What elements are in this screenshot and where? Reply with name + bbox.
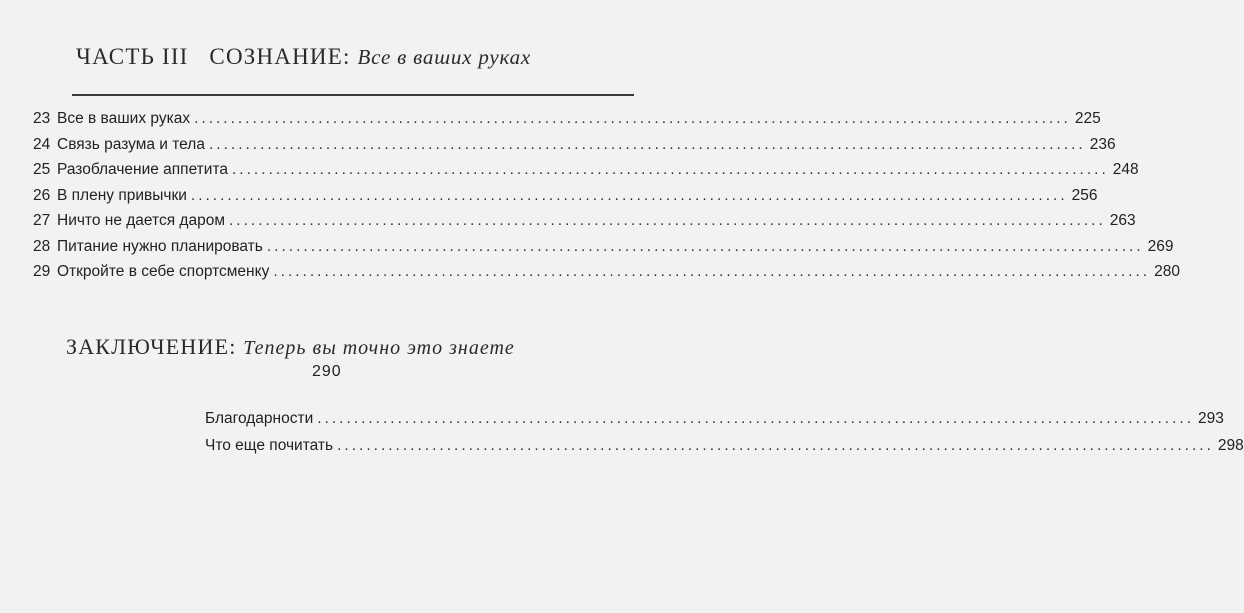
dot-leader: ........................................................................................................................ (317, 410, 1195, 427)
page-number: 263 (1109, 212, 1136, 229)
conclusion-subtitle: Теперь вы точно это знаете (243, 337, 515, 359)
toc-entry (205, 437, 1244, 464)
dot-leader: ........................................................................................................................ (337, 437, 1214, 454)
page-number: 256 (1071, 186, 1098, 204)
dot-leader: ........................................................................................................................ (190, 186, 1068, 204)
chapter-number: 27 (33, 212, 51, 229)
page-number: 280 (1154, 263, 1180, 280)
entry-title: Ничто не дается даром (57, 212, 225, 229)
toc-entry (205, 410, 1224, 437)
page-number: 298 (1217, 437, 1244, 454)
entry-title: Питание нужно планировать (57, 237, 263, 255)
chapter-number: 26 (33, 186, 51, 204)
part-name: СОЗНАНИЕ: (209, 44, 351, 69)
part-subtitle: Все в ваших руках (357, 45, 531, 69)
chapter-number: 24 (33, 135, 51, 153)
entry-title: В плену привычки (57, 186, 187, 204)
chapter-number: 29 (33, 263, 51, 280)
conclusion-page-number: 290 (312, 363, 342, 380)
toc-entry (33, 212, 1136, 238)
back-matter-list (205, 410, 1244, 464)
entry-title: Разоблачение аппетита (57, 161, 228, 178)
page-number: 236 (1089, 135, 1116, 153)
chapter-number: 25 (33, 161, 51, 178)
chapter-number: 23 (33, 110, 51, 127)
page-number: 293 (1198, 410, 1224, 427)
page-number: 269 (1147, 237, 1174, 255)
part-heading (76, 44, 636, 70)
chapter-list (33, 110, 1180, 289)
page-number: 248 (1112, 161, 1139, 178)
toc-entry (33, 186, 1098, 213)
entry-title: Все в ваших руках (57, 110, 191, 127)
toc-entry (33, 135, 1116, 162)
entry-title: Благодарности (205, 410, 314, 427)
toc-entry (33, 237, 1174, 264)
entry-title: Откройте в себе спортсменку (57, 263, 270, 280)
dot-leader: ........................................................................................................................ (194, 110, 1071, 127)
toc-entry (33, 110, 1101, 136)
dot-leader: ........................................................................................................................ (228, 212, 1106, 229)
toc-entry (33, 161, 1139, 187)
dot-leader: ........................................................................................................................ (208, 135, 1086, 153)
heading-rule (72, 94, 634, 96)
dot-leader: ........................................................................................................................ (273, 263, 1151, 280)
conclusion-heading (66, 334, 666, 360)
dot-leader: ........................................................................................................................ (266, 237, 1144, 255)
entry-title: Что еще почитать (205, 437, 334, 454)
page-number: 225 (1074, 110, 1101, 127)
chapter-number: 28 (33, 237, 51, 255)
dot-leader: ........................................................................................................................ (231, 161, 1109, 178)
conclusion-name: ЗАКЛЮЧЕНИЕ: (66, 334, 237, 359)
entry-title: Связь разума и тела (57, 135, 205, 153)
toc-entry (33, 263, 1180, 289)
part-label: ЧАСТЬ III (76, 44, 189, 69)
